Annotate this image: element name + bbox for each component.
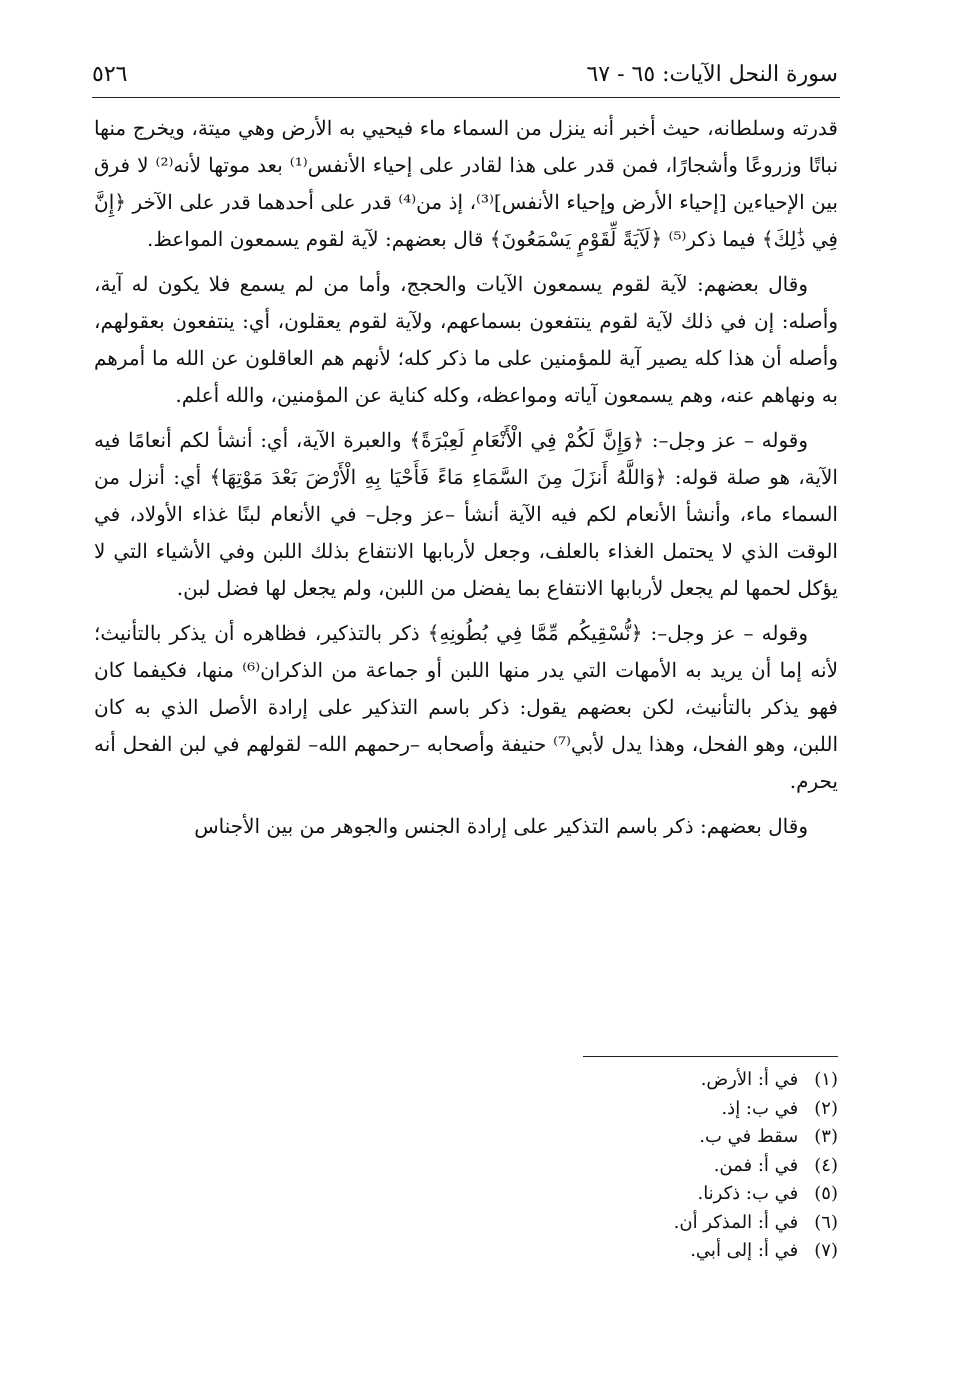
paragraph: وقال بعضهم: لآية لقوم يسمعون الآيات والحجج، وأما من لم يسمع فلا يكون له آية، وأصله: إن في ذلك لآية لقوم ينتفعون بسماعهم، ولآية لقوم يعقلون، أي: ينتفعون بعقولهم، وأصله أن هذا كله يصير آية للمؤمنين على ما ذكر كله؛ لأنهم هم العاقلون عن الله ما أمرهم به ونهاهم عنه، وهم يسمعون آياته ومواعظه، وكله كناية عن المؤمنين، والله أعلم. xyxy=(94,272,838,407)
page-number: ٥٢٦ xyxy=(92,61,128,87)
footnote-number: (٦) xyxy=(814,1211,838,1233)
footnote-number: (٣) xyxy=(814,1126,838,1147)
footnote-divider xyxy=(583,1056,838,1057)
header-divider xyxy=(92,97,840,98)
surah-title: سورة النحل الآيات: ٦٥ - ٦٧ xyxy=(586,61,838,87)
footnote-text: في ب: ذكرنا. xyxy=(697,1183,799,1204)
footnote-text: سقط في ب. xyxy=(699,1126,799,1147)
footnote-number: (٤) xyxy=(814,1154,838,1176)
footnote-text: في أ: المذكر أن. xyxy=(673,1211,799,1233)
footnotes xyxy=(460,1066,838,1266)
footnote-text: في أ: الأرض. xyxy=(700,1069,799,1090)
footnote-text: في أ: فمن. xyxy=(713,1154,799,1176)
paragraph: وقال بعضهم: ذكر باسم التذكير على إرادة الجنس والجوهر من بين الأجناس xyxy=(194,814,808,838)
footnote-number: (٥) xyxy=(814,1183,838,1204)
main-text xyxy=(94,110,838,853)
footnote xyxy=(460,1066,838,1095)
footnote xyxy=(460,1152,838,1181)
footnote xyxy=(460,1095,838,1124)
footnote xyxy=(460,1180,838,1209)
footnote-number: (٧) xyxy=(814,1240,838,1261)
footnote-number: (٢) xyxy=(814,1097,838,1119)
paragraph: وقوله – عز وجل–: ﴿نُّسْقِيكُم مِّمَّا فِي بُطُونِهِ﴾ ذكر بالتذكير، فظاهره أن يذكر بالتأنيث؛ لأنه إما أن يريد به الأمهات التي يدر منها اللبن أو جماعة من الذكران⁽⁶⁾ منها، فكيفما كان فهو يذكر بالتأنيث، لكن بعضهم يقول: ذكر باسم التذكير على إرادة الأصل الذي به كان اللبن، وهو الفحل، وهذا يدل لأبي⁽⁷⁾ حنيفة وأصحابه –رحمهم الله– لقولهم في لبن الفحل أنه يحرم. xyxy=(94,621,839,793)
footnote-number: (١) xyxy=(814,1069,838,1090)
footnote-text: في أ: إلى أبي. xyxy=(690,1240,799,1261)
footnote-text: في ب: إذ. xyxy=(721,1097,799,1119)
paragraph: وقوله – عز وجل–: ﴿وَإِنَّ لَكُمْ فِي الْأَنْعَامِ لَعِبْرَةً﴾ والعبرة الآية، أي: أنشأ لكم أنعامًا فيه الآية، هو صلة قوله: ﴿وَاللَّهُ أَنزَلَ مِنَ السَّمَاءِ مَاءً فَأَحْيَا بِهِ الْأَرْضَ بَعْدَ مَوْتِهَا﴾ أي: أنزل من السماء ماء، وأنشأ الأنعام لكم فيه الآية أنشأ –عز وجل– في الأنعام لبنًا غذاء الأولاد، في الوقت الذي لا يحتمل الغذاء بالعلف، وجعل لأربابها الانتفاع بذلك اللبن وفي الأشياء التي لا يؤكل لحمها لم يجعل لأربابها الانتفاع بما يفضل من اللبن، ولم يجعل لها فضل لبن. xyxy=(94,428,838,600)
footnote xyxy=(460,1123,838,1152)
footnote xyxy=(460,1237,838,1266)
paragraph: قدرته وسلطانه، حيث أخبر أنه ينزل من السماء ماء فيحيي به الأرض وهي ميتة، ويخرج منها نباتًا وزروعًا وأشجارًا، فمن قدر على هذا لقادر على إحياء الأنفس⁽¹⁾ بعد موتها لأنه⁽²⁾ لا فرق بين الإحياءين [إحياء الأرض وإحياء الأنفس]⁽³⁾، إذ من⁽⁴⁾ قدر على أحدهما قدر على الآخر ﴿إِنَّ فِي ذَٰلِكَ﴾ فيما ذكر⁽⁵⁾ ﴿لَآيَةً لِّقَوْمٍ يَسْمَعُونَ﴾ قال بعضهم: لآية لقوم يسمعون المواعظ. xyxy=(94,116,839,251)
page-header xyxy=(92,56,838,92)
footnote xyxy=(460,1209,838,1238)
